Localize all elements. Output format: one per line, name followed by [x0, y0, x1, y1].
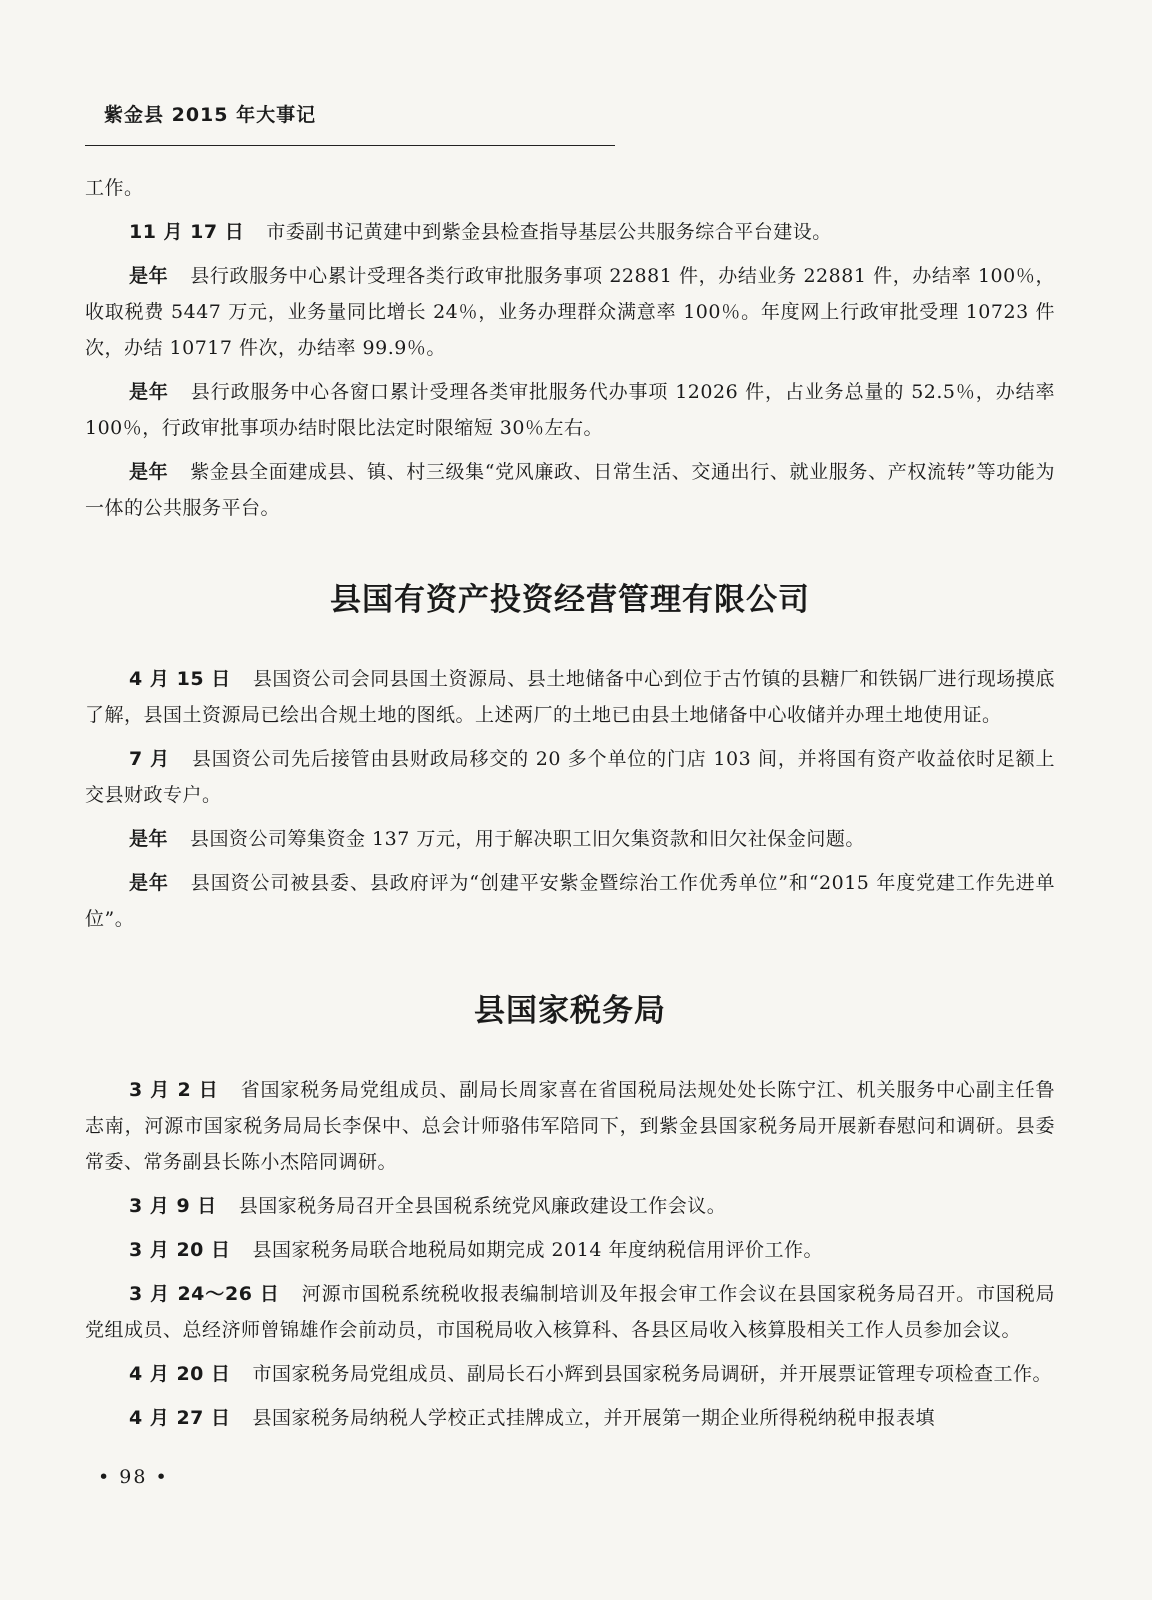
entry-text: 市国家税务局党组成员、副局长石小辉到县国家税务局调研，并开展票证管理专项检查工作。 [252, 1363, 1053, 1385]
page-body [85, 170, 1055, 1444]
entry [85, 454, 1055, 526]
entry-text: 河源市国税系统税收报表编制培训及年报会审工作会议在县国家税务局召开。市国税局党组成员、总经济师曾锦雄作会前动员，市国税局收入核算科、各县区局收入核算股相关工作人员参加会议。 [85, 1283, 1055, 1341]
entry [85, 865, 1055, 937]
page-number: • 98 • [98, 1466, 169, 1488]
entry-date: 是年 [129, 461, 169, 483]
entry-date: 3 月 9 日 [129, 1195, 217, 1217]
entry-date: 3 月 20 日 [129, 1239, 231, 1261]
entry-date: 4 月 15 日 [129, 668, 231, 690]
entry-text: 县国家税务局召开全县国税系统党风廉政建设工作会议。 [238, 1195, 727, 1217]
entry-date: 是年 [129, 872, 169, 894]
entry [85, 661, 1055, 733]
entry-text: 县国资公司会同县国土资源局、县土地储备中心到位于古竹镇的县糖厂和铁锅厂进行现场摸底了解，县国土资源局已绘出合规土地的图纸。上述两厂的土地已由县土地储备中心收储并办理土地使用证。 [85, 668, 1055, 726]
entry-text: 紫金县全面建成县、镇、村三级集“党风廉政、日常生活、交通出行、就业服务、产权流转”等功能为一体的公共服务平台。 [85, 461, 1055, 519]
entry-date: 11 月 17 日 [129, 221, 245, 243]
entry [85, 1400, 1055, 1436]
entry-date: 3 月 24～26 日 [129, 1283, 280, 1305]
entry [85, 741, 1055, 813]
entry-text: 市委副书记黄建中到紫金县检查指导基层公共服务综合平台建设。 [266, 221, 832, 243]
entry-text: 县行政服务中心累计受理各类行政审批服务事项 22881 件，办结业务 22881 件，办结率 100％，收取税费 5447 万元，业务量同比增长 24％，业务办理群众满意率 100％。年度网上行政审批受理 10723 件次，办结 10717 件次，办结率 99.9％。 [85, 265, 1055, 359]
continuation-text: 工作。 [85, 177, 144, 199]
entry-text: 县国家税务局纳税人学校正式挂牌成立，并开展第一期企业所得税纳税申报表填 [252, 1407, 936, 1429]
entry [85, 1072, 1055, 1180]
entry [85, 1356, 1055, 1392]
entry-date: 7 月 [129, 748, 170, 770]
entry [85, 1232, 1055, 1268]
entry-date: 4 月 20 日 [129, 1363, 231, 1385]
entry-text: 县国资公司筹集资金 137 万元，用于解决职工旧欠集资款和旧欠社保金问题。 [190, 828, 865, 850]
entry-date: 4 月 27 日 [129, 1407, 231, 1429]
entry-date: 是年 [129, 381, 169, 403]
entry [85, 258, 1055, 366]
entry-date: 是年 [129, 828, 169, 850]
entry-date: 是年 [129, 265, 169, 287]
entry [85, 821, 1055, 857]
entry-date: 3 月 2 日 [129, 1079, 219, 1101]
section-title: 县国有资产投资经营管理有限公司 [330, 582, 810, 618]
entry-text: 省国家税务局党组成员、副局长周家喜在省国税局法规处处长陈宁江、机关服务中心副主任鲁志南，河源市国家税务局局长李保中、总会计师骆伟军陪同下，到紫金县国家税务局开展新春慰问和调研。县委常委、常务副县长陈小杰陪同调研。 [85, 1079, 1055, 1173]
entry [85, 1276, 1055, 1348]
entry-text: 县国资公司先后接管由县财政局移交的 20 多个单位的门店 103 间，并将国有资产收益依时足额上交县财政专户。 [85, 748, 1055, 806]
running-header: 紫金县 2015 年大事记 [104, 104, 317, 126]
entry-text: 县国资公司被县委、县政府评为“创建平安紫金暨综治工作优秀单位”和“2015 年度党建工作先进单位”。 [85, 872, 1055, 930]
entry [85, 1188, 1055, 1224]
header-rule [85, 145, 615, 146]
entry [85, 214, 1055, 250]
section-title: 县国家税务局 [474, 993, 666, 1029]
entry-text: 县行政服务中心各窗口累计受理各类审批服务代办事项 12026 件，占业务总量的 52.5％，办结率 100％，行政审批事项办结时限比法定时限缩短 30％左右。 [85, 381, 1055, 439]
entry-text: 县国家税务局联合地税局如期完成 2014 年度纳税信用评价工作。 [252, 1239, 823, 1261]
entry [85, 374, 1055, 446]
